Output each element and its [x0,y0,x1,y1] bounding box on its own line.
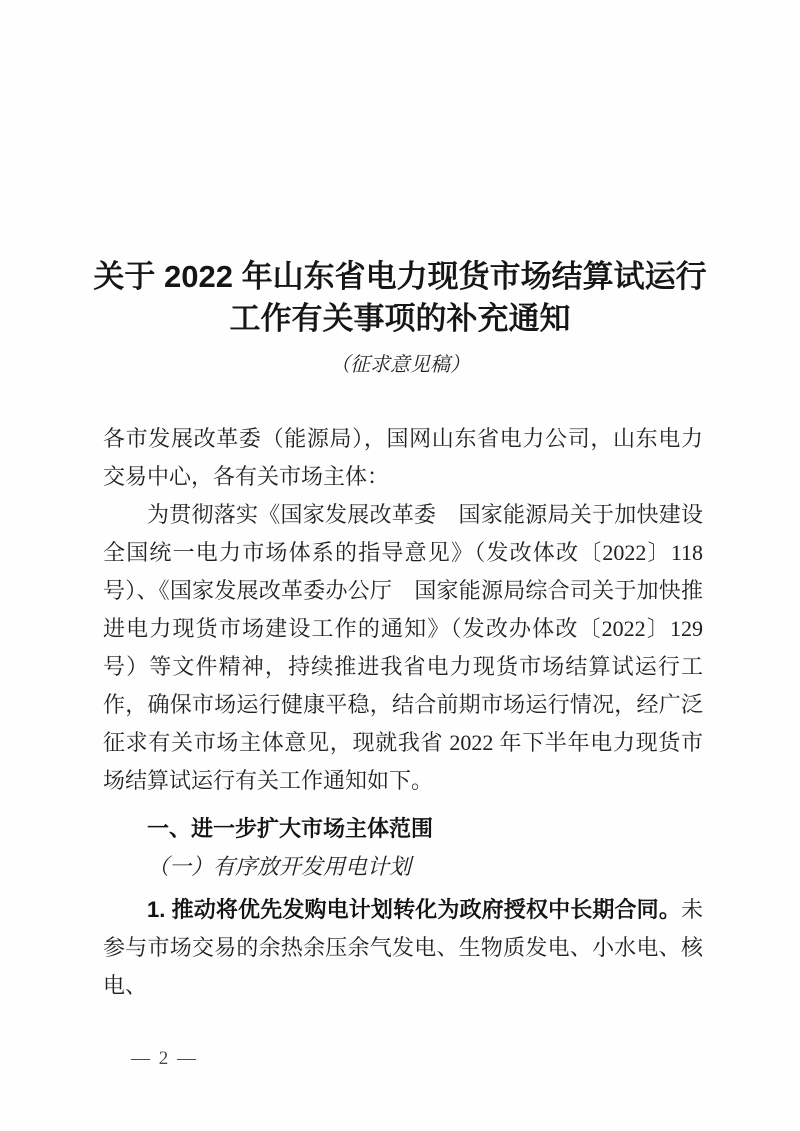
item-1-text: 未参与市场交易的余热余压余气发电、生物质发电、小水电、核电、 [103,897,703,998]
section-heading-1: 一、进一步扩大市场主体范围 [147,816,434,841]
subsection-heading-1-1: （一）有序放开发用电计划 [147,854,412,879]
document-title [0,256,800,340]
document-title-line2: 工作有关事项的补充通知 [229,301,571,336]
item-1-paragraph [103,891,703,1005]
intro-paragraph: 为贯彻落实《国家发展改革委 国家能源局关于加快建设全国统一电力市场体系的指导意见》（发改体改〔2022〕118 号）、《国家发展改革委办公厅 国家能源局综合司关于加快推进电力现货市场建设工作的通知》（发改办体改〔2022〕129 号）等文件精神，持续推进我省电力现货市场结算试运行工作，确保市场运行健康平稳，结合前期市场运行情况，经广泛征求有关市场主体意见，现就我省 2022 年下半年电力现货市场结算试运行有关工作通知如下。 [103,502,703,793]
page-number: — 2 — [131,1048,198,1069]
document-title-line1: 关于 2022 年山东省电力现货市场结算试运行 [93,259,707,294]
document-subtitle: （征求意见稿） [330,354,470,376]
item-1-lead-bold: 1. 推动将优先发购电计划转化为政府授权中长期合同。 [147,897,681,922]
salutation-paragraph: 各市发展改革委（能源局），国网山东省电力公司，山东电力交易中心，各有关市场主体： [103,426,703,489]
document-body [103,420,703,1005]
